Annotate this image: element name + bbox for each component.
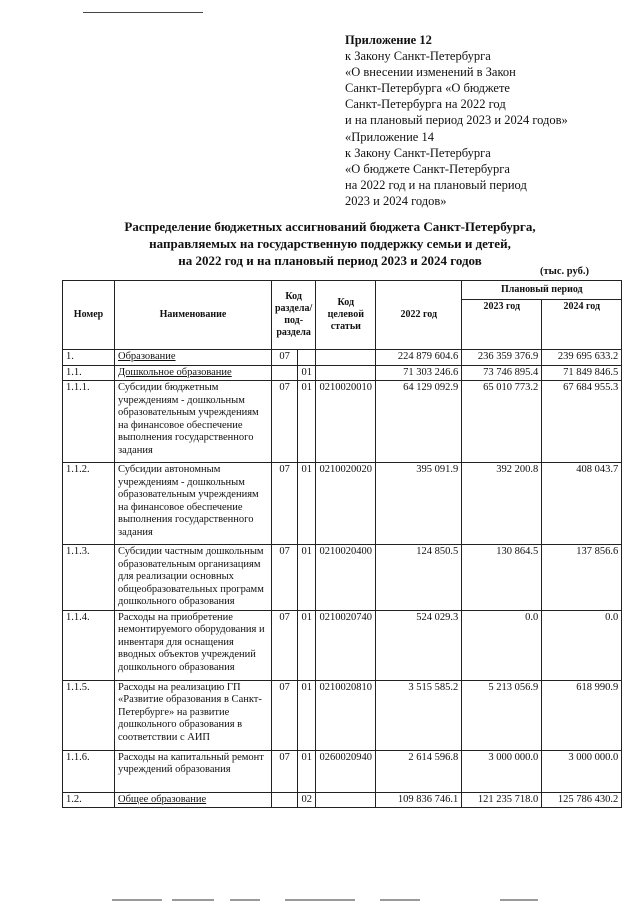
row-value-2024: 618 990.9 (542, 680, 622, 750)
row-value-2024: 125 786 430.2 (542, 792, 622, 808)
row-name: Дошкольное образование (115, 365, 272, 381)
row-value-2022: 124 850.5 (376, 545, 462, 611)
row-number: 1.1.1. (63, 381, 115, 463)
header-section-code: Код раздела/ под-раздела (272, 281, 316, 350)
row-value-2022: 71 303 246.6 (376, 365, 462, 381)
row-subsection-code: 01 (298, 463, 316, 545)
appendix-line: на 2022 год и на плановый период (345, 178, 527, 192)
row-target-code (316, 792, 376, 808)
row-value-2022: 64 129 092.9 (376, 381, 462, 463)
row-number: 1.1.6. (63, 750, 115, 792)
row-value-2023: 130 864.5 (462, 545, 542, 611)
row-target-code: 0210020740 (316, 610, 376, 680)
appendix-new-header (345, 32, 568, 128)
header-year-2024: 2024 год (542, 300, 622, 350)
row-number: 1.1. (63, 365, 115, 381)
row-value-2023: 65 010 773.2 (462, 381, 542, 463)
row-section-code: 07 (272, 350, 298, 366)
header-year-2023: 2023 год (462, 300, 542, 350)
row-target-code: 0210020810 (316, 680, 376, 750)
row-value-2024: 67 684 955.3 (542, 381, 622, 463)
appendix-line: 2023 и 2024 годов» (345, 194, 447, 208)
row-number: 1.1.3. (63, 545, 115, 611)
header-year-2022: 2022 год (376, 281, 462, 350)
appendix-line: «О бюджете Санкт-Петербурга (345, 162, 510, 176)
row-value-2022: 395 091.9 (376, 463, 462, 545)
row-subsection-code: 01 (298, 545, 316, 611)
row-subsection-code: 01 (298, 680, 316, 750)
row-name: Образование (115, 350, 272, 366)
row-name: Общее образование (115, 792, 272, 808)
row-value-2024: 0.0 (542, 610, 622, 680)
table-row (63, 545, 622, 611)
row-target-code (316, 365, 376, 381)
row-section-code: 07 (272, 463, 298, 545)
table-row (63, 750, 622, 792)
header-target-code: Код целевой статьи (316, 281, 376, 350)
row-value-2022: 524 029.3 (376, 610, 462, 680)
table-row (63, 350, 622, 366)
row-section-code: 07 (272, 545, 298, 611)
row-value-2023: 5 213 056.9 (462, 680, 542, 750)
row-value-2024: 408 043.7 (542, 463, 622, 545)
scan-footer-marks (0, 896, 640, 905)
row-value-2022: 3 515 585.2 (376, 680, 462, 750)
table-row (63, 365, 622, 381)
row-value-2023: 0.0 (462, 610, 542, 680)
table-row (63, 463, 622, 545)
top-rule (83, 12, 203, 13)
appendix-old-header (345, 129, 527, 209)
row-number: 1. (63, 350, 115, 366)
row-value-2023: 3 000 000.0 (462, 750, 542, 792)
appendix-line: Санкт-Петербурга «О бюджете (345, 81, 510, 95)
appendix-line: и на плановый период 2023 и 2024 годов» (345, 113, 568, 127)
row-number: 1.2. (63, 792, 115, 808)
row-subsection-code (298, 350, 316, 366)
row-value-2022: 2 614 596.8 (376, 750, 462, 792)
row-target-code: 0210020400 (316, 545, 376, 611)
row-section-code (272, 792, 298, 808)
appendix-line: к Закону Санкт-Петербурга (345, 49, 491, 63)
row-value-2022: 109 836 746.1 (376, 792, 462, 808)
table-row (63, 610, 622, 680)
table-row (63, 680, 622, 750)
row-value-2023: 236 359 376.9 (462, 350, 542, 366)
row-name: Субсидии автономным учреждениям - дошкольным образовательным учреждениям на финансовое обеспечение выполнения государственного задания (115, 463, 272, 545)
row-value-2024: 239 695 633.2 (542, 350, 622, 366)
row-target-code (316, 350, 376, 366)
title-line-3: на 2022 год и на плановый период 2023 и 2024 годов (178, 253, 482, 268)
appendix-line: «О внесении изменений в Закон (345, 65, 516, 79)
row-section-code: 07 (272, 610, 298, 680)
row-name: Расходы на приобретение немонтируемого оборудования и инвентаря для оснащения вводных объектов учреждений дошкольного образования (115, 610, 272, 680)
row-value-2024: 137 856.6 (542, 545, 622, 611)
units-label: (тыс. руб.) (540, 266, 589, 277)
row-subsection-code: 01 (298, 381, 316, 463)
row-section-code: 07 (272, 750, 298, 792)
row-subsection-code: 01 (298, 365, 316, 381)
appendix-line: к Закону Санкт-Петербурга (345, 146, 491, 160)
appendix-line: «Приложение 14 (345, 130, 434, 144)
table-row (63, 381, 622, 463)
row-value-2022: 224 879 604.6 (376, 350, 462, 366)
header-number: Номер (63, 281, 115, 350)
appendix-line: Санкт-Петербурга на 2022 год (345, 97, 506, 111)
title-line-2: направляемых на государственную поддержку семьи и детей, (149, 236, 511, 251)
row-value-2024: 3 000 000.0 (542, 750, 622, 792)
row-name: Субсидии бюджетным учреждениям - дошкольным образовательным учреждениям на финансовое обеспечение выполнения государственного задания (115, 381, 272, 463)
row-value-2024: 71 849 846.5 (542, 365, 622, 381)
row-section-code: 07 (272, 381, 298, 463)
table-row (63, 792, 622, 808)
row-target-code: 0260020940 (316, 750, 376, 792)
row-value-2023: 121 235 718.0 (462, 792, 542, 808)
row-value-2023: 392 200.8 (462, 463, 542, 545)
row-name: Расходы на реализацию ГП «Развитие образования в Санкт-Петербурге» на развитие дошкольного образования в соответствии с АИП (115, 680, 272, 750)
row-subsection-code: 02 (298, 792, 316, 808)
row-section-code (272, 365, 298, 381)
row-value-2023: 73 746 895.4 (462, 365, 542, 381)
row-target-code: 0210020010 (316, 381, 376, 463)
budget-table (62, 280, 622, 808)
header-planned-period: Плановый период (462, 281, 622, 300)
document-title (100, 218, 560, 269)
row-name: Расходы на капитальный ремонт учреждений образования (115, 750, 272, 792)
row-name: Субсидии частным дошкольным образовательным организациям для реализации основных общеобразовательных программ дошкольного образования (115, 545, 272, 611)
appendix-line: Приложение 12 (345, 33, 432, 47)
row-number: 1.1.2. (63, 463, 115, 545)
row-subsection-code: 01 (298, 610, 316, 680)
row-section-code: 07 (272, 680, 298, 750)
row-number: 1.1.5. (63, 680, 115, 750)
table-body (63, 350, 622, 808)
header-name: Наименование (115, 281, 272, 350)
row-subsection-code: 01 (298, 750, 316, 792)
title-line-1: Распределение бюджетных ассигнований бюджета Санкт-Петербурга, (124, 219, 536, 234)
row-number: 1.1.4. (63, 610, 115, 680)
row-target-code: 0210020020 (316, 463, 376, 545)
